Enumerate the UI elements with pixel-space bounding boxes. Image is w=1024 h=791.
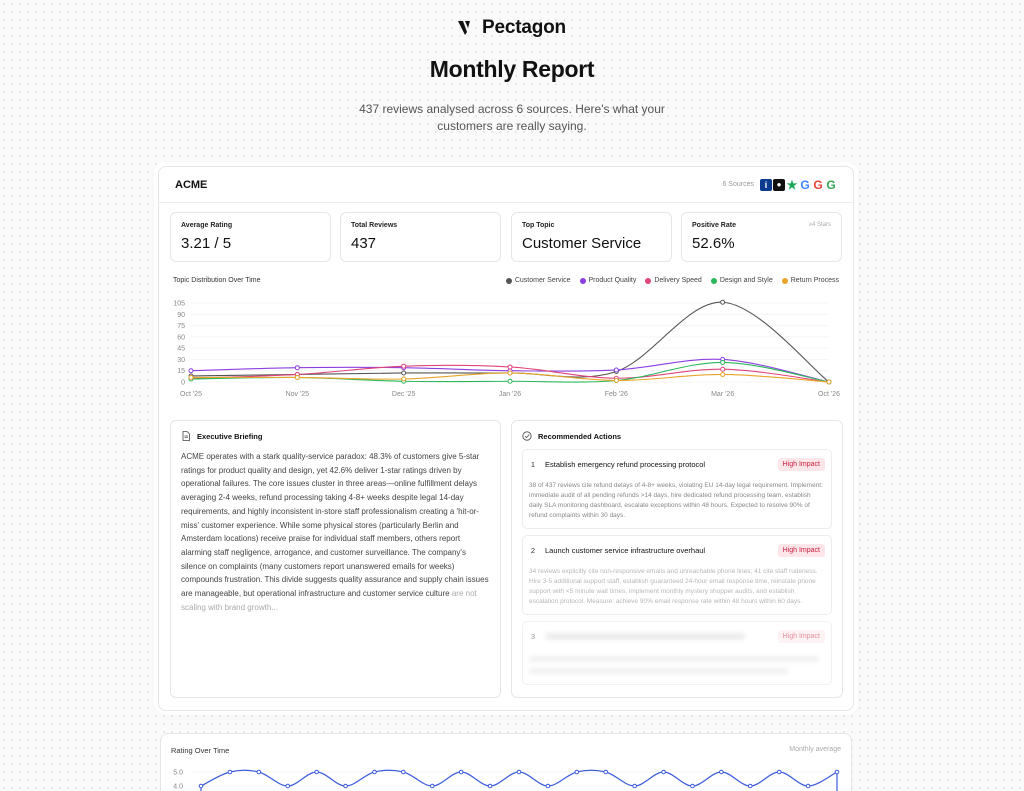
data-point (315, 770, 319, 774)
x-tick-label: Nov '25 (285, 391, 310, 398)
data-point (827, 380, 831, 384)
rating-over-time-card (160, 733, 852, 791)
executive-briefing-panel (170, 420, 501, 698)
data-point (662, 770, 666, 774)
legend-label: Product Quality (588, 277, 637, 284)
rating-chart-title: Rating Over Time (171, 746, 230, 755)
stat-label: Total Reviews (351, 222, 398, 229)
stat-positive-rate (681, 212, 842, 262)
briefing-text (181, 450, 490, 614)
data-point (402, 377, 406, 381)
y-tick-label: 105 (173, 300, 185, 308)
company-name: ACME (175, 178, 208, 191)
source-icons (760, 179, 837, 191)
briefing-fade-text: are not scaling with brand growth... (181, 589, 477, 612)
x-tick-label: Jan '26 (498, 391, 522, 398)
legend-item[interactable] (580, 277, 637, 284)
stat-value: Customer Service (522, 235, 642, 252)
apple-icon: ● (773, 179, 785, 191)
x-tick-label: Oct '25 (180, 391, 202, 398)
google-icon: G (826, 177, 836, 192)
page-title: Monthly Report (429, 56, 595, 82)
y-tick-label: 45 (177, 345, 185, 353)
y-tick-label: 60 (177, 334, 185, 342)
data-point (508, 365, 512, 369)
y-tick-label: 75 (177, 323, 185, 331)
topic-chart (159, 293, 853, 403)
data-point (295, 366, 299, 370)
data-point (488, 784, 492, 788)
stat-extra: ≥4 Stars (808, 222, 831, 228)
report-card (158, 166, 854, 711)
data-point (189, 375, 193, 379)
data-point (257, 770, 261, 774)
blurred-title (545, 633, 745, 640)
legend-label: Delivery Speed (654, 277, 702, 284)
y-tick-label: 4.0 (173, 783, 183, 791)
y-tick-label: 0 (181, 379, 185, 387)
check-circle-icon (522, 431, 532, 441)
data-point (614, 368, 618, 372)
data-point (575, 770, 579, 774)
data-point (748, 784, 752, 788)
stat-label: Average Rating (181, 222, 233, 229)
x-tick-label: Dec '25 (391, 391, 416, 398)
action-number: 2 (530, 545, 536, 555)
y-tick-label: 30 (177, 356, 185, 364)
data-point (344, 784, 348, 788)
legend-label: Design and Style (719, 277, 773, 284)
legend-dot (580, 278, 586, 284)
data-point (691, 784, 695, 788)
action-title: Launch customer service infrastructure overhaul (545, 545, 706, 555)
document-icon (181, 431, 191, 441)
chart-title: Topic Distribution Over Time (173, 277, 261, 284)
data-point (402, 371, 406, 375)
stat-top-topic (511, 212, 672, 262)
briefing-header (181, 431, 490, 441)
actions-header (522, 431, 832, 441)
action-item[interactable] (522, 449, 832, 529)
impact-badge: High Impact (778, 458, 825, 471)
sources-label: 6 Sources (722, 181, 754, 188)
data-point (430, 784, 434, 788)
google-icon: G (800, 177, 810, 192)
card-header (159, 167, 853, 203)
legend-label: Return Process (790, 277, 839, 284)
brand-name: Pectagon (482, 17, 566, 38)
data-point (199, 784, 203, 788)
stat-total-reviews (340, 212, 501, 262)
brand (0, 17, 1024, 39)
data-point (777, 770, 781, 774)
impact-badge: High Impact (778, 630, 825, 643)
google-icon: G (813, 177, 823, 192)
data-point (286, 784, 290, 788)
data-point (720, 770, 724, 774)
indeed-icon: i (760, 179, 772, 191)
pectagon-logo-icon (458, 20, 476, 36)
chart-legend (506, 277, 839, 284)
action-description: 34 reviews explicitly cite non-responsive emails and unreachable phone lines; 41 cite staff rudeness. Hire 3-5 additional support staff, establish guaranteed 24-hour email response time, reinstate phone support with <5 minute wait times, implement monthly mystery shopper audits, and establish escalation protocol. Measure: achieve 90% email response rate within 48 hours within 60 days. (529, 568, 818, 605)
legend-dot (645, 278, 651, 284)
x-tick-label: Mar '26 (711, 391, 735, 398)
stat-label: Positive Rate (692, 222, 736, 229)
action-item-locked (522, 621, 832, 685)
data-point (373, 770, 377, 774)
stat-label: Top Topic (522, 222, 555, 229)
stat-value: 52.6% (692, 235, 735, 252)
page-subtitle: 437 reviews analysed across 6 sources. Here's what your customers are really saying. (359, 102, 665, 133)
y-tick-label: 5.0 (173, 769, 183, 777)
legend-item[interactable] (645, 277, 701, 284)
action-description: 38 of 437 reviews cite refund delays of 4-8+ weeks, violating EU 14-day legal requirement. Implement: immediate audit of all pending refunds >14 days, hire dedicated refund processing team, establish daily SLA monitoring dashboard, escalate exceptions within 48 hours. Expected to resolve 90% of refund complaints within 30 days. (529, 482, 823, 519)
y-tick-label: 15 (177, 368, 185, 376)
data-point (721, 360, 725, 364)
actions-title: Recommended Actions (538, 431, 622, 441)
legend-item[interactable] (506, 277, 571, 284)
legend-dot (711, 278, 717, 284)
data-point (721, 367, 725, 371)
legend-label: Customer Service (514, 277, 571, 284)
data-point (189, 369, 193, 373)
legend-dot (506, 278, 512, 284)
legend-item[interactable] (711, 277, 773, 284)
data-point (402, 364, 406, 368)
briefing-title: Executive Briefing (197, 431, 263, 441)
data-point (508, 371, 512, 375)
data-point (604, 770, 608, 774)
data-point (835, 770, 839, 774)
data-point (806, 784, 810, 788)
data-point (402, 770, 406, 774)
rating-chart-subtitle: Monthly average (789, 746, 841, 753)
data-point (633, 784, 637, 788)
action-title: Establish emergency refund processing protocol (545, 459, 706, 469)
data-point (508, 379, 512, 383)
x-tick-label: Feb '26 (604, 391, 628, 398)
data-point (228, 770, 232, 774)
legend-item[interactable] (782, 277, 839, 284)
action-item[interactable] (522, 535, 832, 615)
briefing-body: ACME operates with a stark quality-service paradox: 48.3% of customers give 5-star ratings for product quality and design, yet 42.6% deliver 1-star ratings driven by operational failures. The core issues cluster in three areas—online fulfillment delays averaging 2-4 weeks, refund processing taking 4-8+ weeks despite legal 14-day requirements, and highly inconsistent in-store staff professionalism creating a 'hit-or-miss' customer experience. While some physical stores (particularly Berlin and Amsterdam locations) receive praise for individual staff members, others report alarming staff negligence, arrogance, and customer surveillance. The company's silence on complaints (many customers report unanswered emails for weeks) compounds frustration. This divide suggests quality assurance and supply chain issues are manageable, but operational infrastructure and customer service culture (181, 452, 489, 599)
action-number: 1 (530, 459, 536, 469)
data-point (614, 378, 618, 382)
x-tick-label: Oct '26 (818, 391, 840, 398)
data-point (721, 372, 725, 376)
action-number: 3 (530, 631, 536, 641)
stat-value: 437 (351, 235, 377, 252)
rating-chart (161, 764, 851, 791)
blurred-description (529, 656, 825, 674)
y-tick-label: 90 (177, 311, 185, 319)
data-point (546, 784, 550, 788)
impact-badge: High Impact (778, 544, 825, 557)
stat-value: 3.21 / 5 (181, 235, 232, 252)
data-point (459, 770, 463, 774)
stat-average-rating (170, 212, 331, 262)
data-point (295, 375, 299, 379)
recommended-actions-panel (511, 420, 843, 698)
data-point (721, 300, 725, 304)
trustpilot-star-icon: ★ (786, 177, 798, 192)
data-point (517, 770, 521, 774)
legend-dot (782, 278, 788, 284)
sources (722, 179, 837, 191)
